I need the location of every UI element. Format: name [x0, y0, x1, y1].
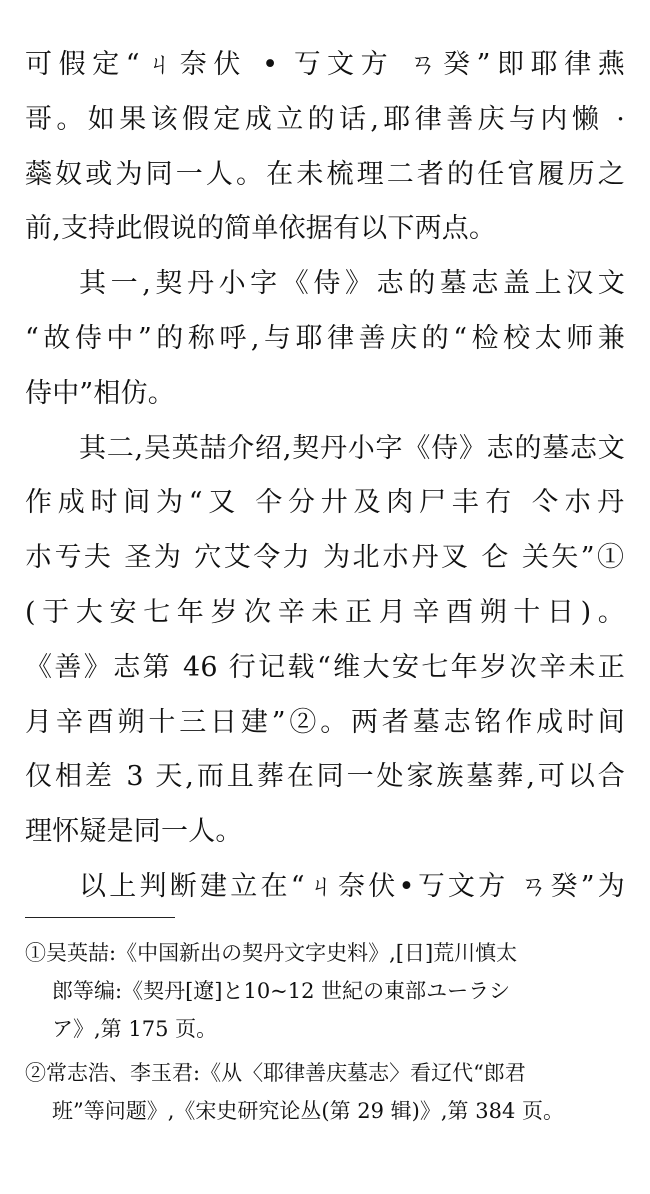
text-line-1: 可假定“ㄐ奈伏 • 丂文方 ㄢ癸”即耶律燕: [25, 49, 625, 80]
paragraph-3-line-1: 以上判断建立在“ㄐ奈伏•丂文方 ㄢ癸”为: [79, 870, 625, 902]
paragraph-1-line-2: “故侍中”的称呼,与耶律善庆的“检校太师兼: [25, 322, 625, 354]
footnotes: [25, 934, 625, 1136]
paragraph-1-line-3: 侍中”相仿。: [25, 377, 176, 409]
footnote-2: [25, 1054, 625, 1130]
footnote-1: [25, 934, 625, 1048]
text-line-2: 哥。如果该假定成立的话,耶律善庆与内懒 ·: [25, 103, 625, 135]
paragraph-2-line-6: 月辛酉朔十三日建”②。两者墓志铭作成时间: [25, 706, 625, 738]
footnote-1-line-2: 郎等编:《契丹[遼]と10~12 世紀の東部ユーラシ: [52, 979, 511, 1003]
footnote-2-line-2: 班”等问题》,《宋史研究论丛(第 29 辑)》,第 384 页。: [52, 1099, 564, 1123]
paragraph-2-line-2: 作成时间为“又 仐分廾及肉尸丰冇 仒朩丹: [25, 487, 625, 519]
footnote-divider: [25, 917, 175, 918]
footnote-2-line-1: ②常志浩、李玉君:《从〈耶律善庆墓志〉看辽代“郎君: [25, 1061, 526, 1085]
text-line-4: 前,支持此假说的简单依据有以下两点。: [25, 213, 497, 245]
paragraph-2-line-3: 朩亐夫 圣为 穴艾令力 为北朩丹叉 仑 关矢”①: [25, 542, 625, 574]
paragraph-2-line-1: 其二,吴英喆介绍,契丹小字《侍》志的墓志文: [79, 432, 625, 464]
paragraph-2-line-4: (于大安七年岁次辛未正月辛酉朔十日)。: [25, 596, 625, 628]
paragraph-2-line-5: 《善》志第 46 行记载“维大安七年岁次辛未正: [25, 651, 625, 683]
paragraph-2-line-8: 理怀疑是同一人。: [25, 816, 243, 848]
text-line-3: 蘂奴或为同一人。在未梳理二者的任官履历之: [25, 158, 625, 190]
footnote-1-line-1: ①吴英喆:《中国新出の契丹文字史料》,[日]荒川慎太: [25, 941, 518, 965]
main-text: [25, 38, 625, 915]
paragraph-1-line-1: 其一,契丹小字《侍》志的墓志盖上汉文: [79, 268, 625, 300]
footnote-1-line-3: ア》,第 175 页。: [52, 1017, 218, 1041]
paragraph-2-line-7: 仅相差 3 天,而且葬在同一处家族墓葬,可以合: [25, 761, 625, 793]
